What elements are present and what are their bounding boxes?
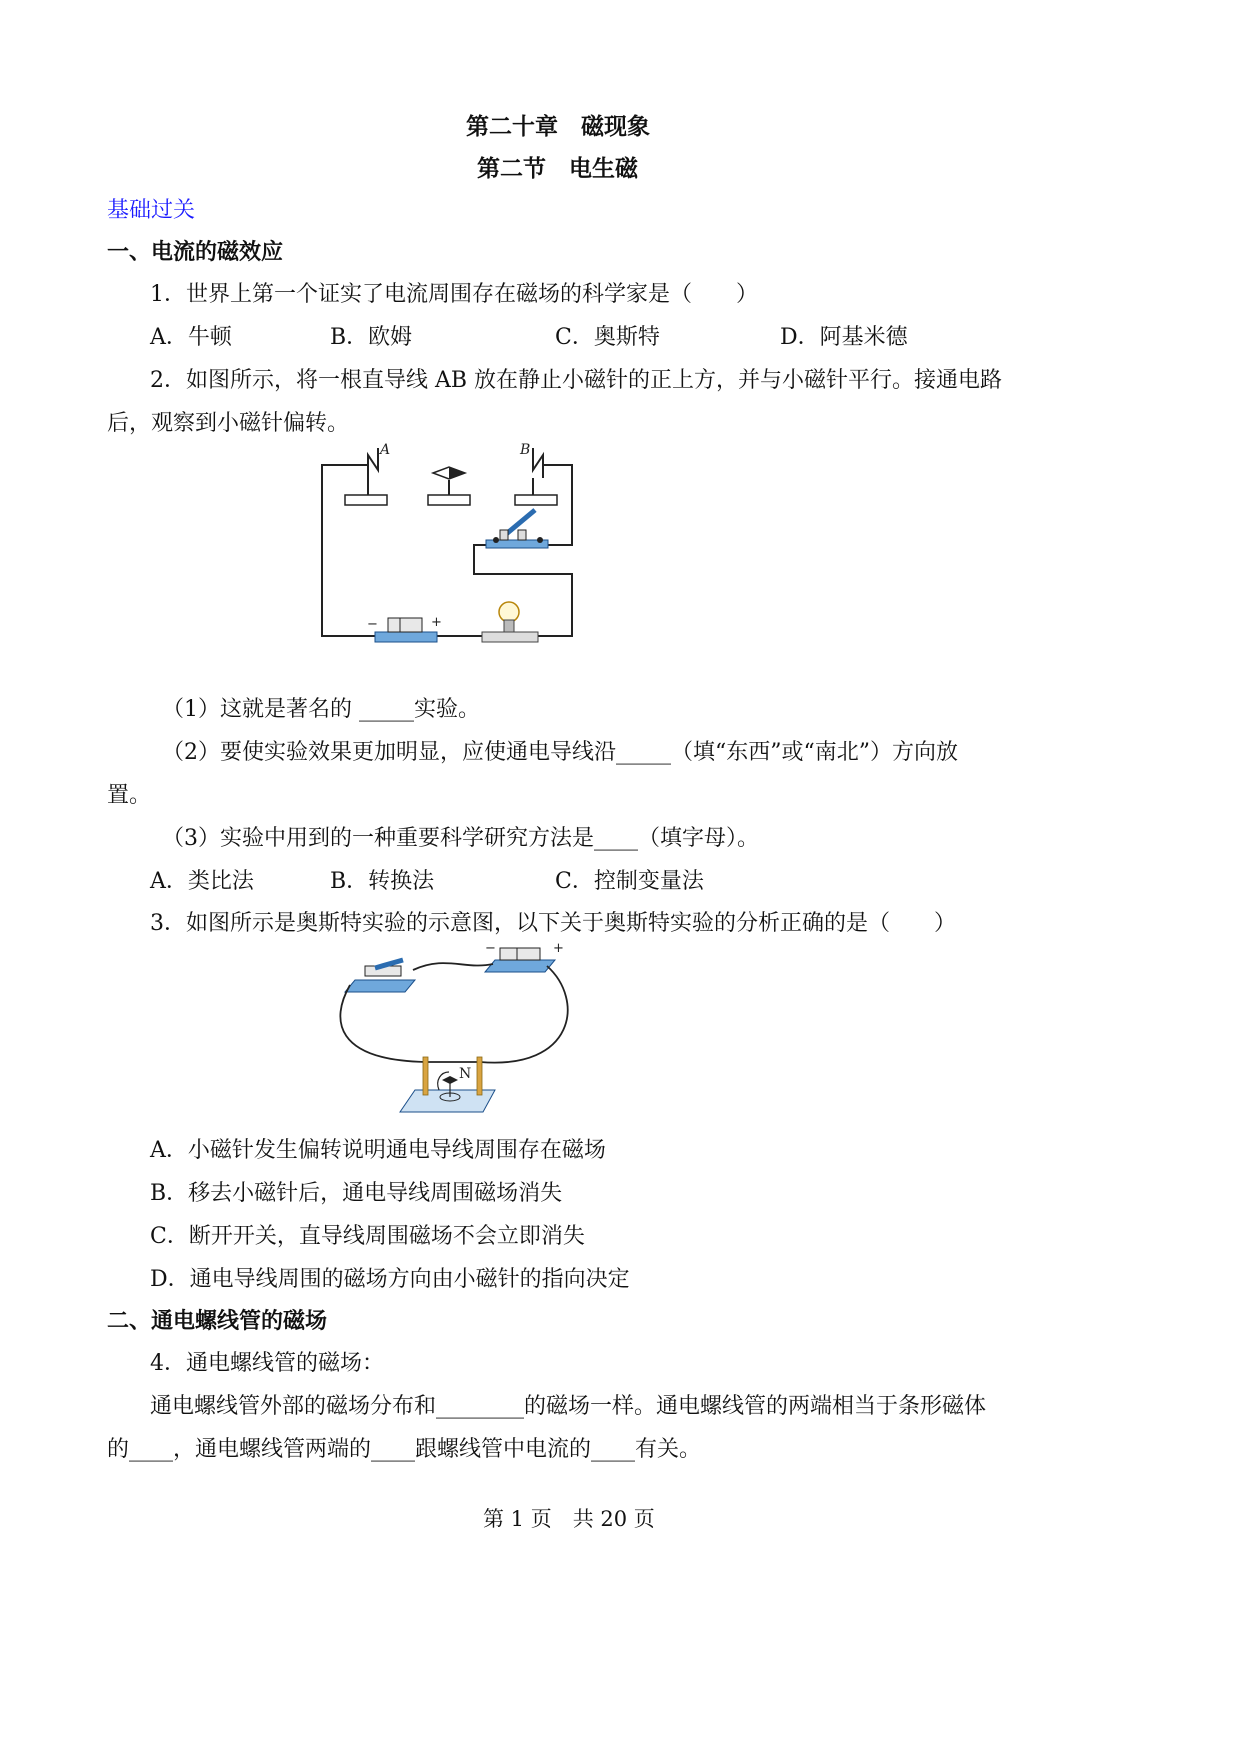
q2-stem-line1: 2．如图所示，将一根直导线 AB 放在静止小磁针的正上方，并与小磁针平行。接通电路 xyxy=(150,368,1003,393)
basic-label: 基础过关 xyxy=(107,198,196,223)
q3-option-c: C．断开开关，直导线周围磁场不会立即消失 xyxy=(150,1224,585,1249)
q4-line1: 通电螺线管外部的磁场分布和________的磁场一样。通电螺线管的两端相当于条形磁体 xyxy=(150,1394,987,1419)
battery-minus-label: − xyxy=(367,617,378,632)
q4-stem: 4．通电螺线管的磁场： xyxy=(150,1351,384,1376)
q3-stem: 3．如图所示是奥斯特实验的示意图，以下关于奥斯特实验的分析正确的是（ ） xyxy=(150,911,956,936)
part2-heading: 二、通电螺线管的磁场 xyxy=(107,1309,328,1334)
label-a: A xyxy=(380,442,391,458)
q1-option-d: D．阿基米德 xyxy=(780,325,908,350)
q3-option-b: B．移去小磁针后，通电导线周围磁场消失 xyxy=(150,1181,563,1206)
q2-stem-line2: 后，观察到小磁针偏转。 xyxy=(107,411,350,436)
part1-heading: 一、电流的磁效应 xyxy=(107,240,284,265)
q4-line2: 的____，通电螺线管两端的____跟螺线管中电流的____有关。 xyxy=(107,1437,702,1462)
q2-sub3: （3）实验中用到的一种重要科学研究方法是____（填字母）。 xyxy=(162,826,759,851)
battery-plus-label: + xyxy=(553,941,564,956)
q2-option-c: C．控制变量法 xyxy=(555,869,704,894)
q2-sub2-line2: 置。 xyxy=(107,783,152,808)
q2-sub2-line1: （2）要使实验效果更加明显，应使通电导线沿_____（填“东西”或“南北”）方向放 xyxy=(162,740,958,765)
q3-oersted-figure xyxy=(335,940,585,1120)
label-b: B xyxy=(520,442,531,458)
q1-stem: 1．世界上第一个证实了电流周围存在磁场的科学家是（ ） xyxy=(150,282,758,307)
battery-plus-label: + xyxy=(431,615,442,630)
q3-option-a: A．小磁针发生偏转说明通电导线周围存在磁场 xyxy=(150,1138,606,1163)
q3-option-d: D．通电导线周围的磁场方向由小磁针的指向决定 xyxy=(150,1267,630,1292)
q1-option-a: A．牛顿 xyxy=(150,325,232,350)
page-footer: 第 1 页 共 20 页 xyxy=(483,1507,655,1531)
chapter-title: 第二十章 磁现象 xyxy=(466,114,650,140)
q2-circuit-figure xyxy=(300,440,600,660)
q2-option-b: B．转换法 xyxy=(330,869,435,894)
battery-minus-label: − xyxy=(485,941,496,956)
q1-option-b: B．欧姆 xyxy=(330,325,413,350)
q2-option-a: A．类比法 xyxy=(150,869,254,894)
q1-option-c: C．奥斯特 xyxy=(555,325,660,350)
q2-sub1: （1）这就是著名的 _____实验。 xyxy=(162,697,480,722)
section-title: 第二节 电生磁 xyxy=(477,156,638,182)
needle-n-label: N xyxy=(459,1066,472,1082)
